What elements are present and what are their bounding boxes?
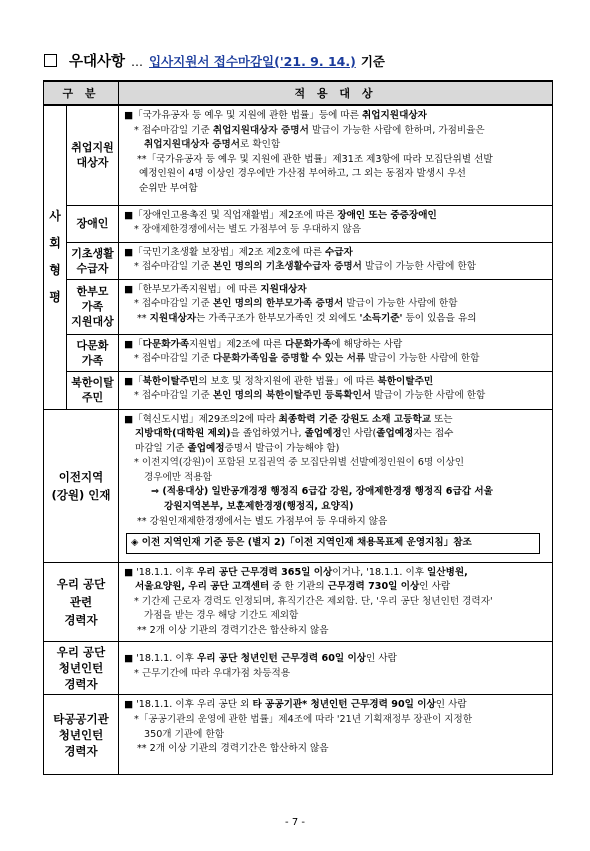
content-line: ■「국가유공자 등 예우 및 지원에 관한 법률」등에 따른 취업지원대상자	[124, 110, 427, 121]
table-row	[44, 409, 553, 562]
checkbox-square-icon	[44, 54, 57, 67]
content-line: * 접수마감일 기준 본인 명의의 한부모가족 증명서 발급이 가능한 사람에 한함	[134, 298, 458, 310]
row-content-other-intern	[119, 695, 553, 775]
content-line: * 근무기간에 따라 우대가점 차등적용	[134, 668, 291, 680]
row-label-defector: 북한이탈 주민	[67, 371, 119, 409]
table-header-row	[44, 81, 553, 105]
content-line: ■「북한이탈주민의 보호 및 정착지원에 관한 법률」에 따른 북한이탈주민	[124, 375, 434, 387]
row-content-disabled	[119, 205, 553, 242]
content-line: * 접수마감일 기준 본인 명의의 기초생활수급자 증명서 발급이 가능한 사람에 한함	[134, 261, 477, 273]
row-label-relocation: 이전지역 (강원) 인재	[44, 409, 119, 562]
row-content-intern	[119, 642, 553, 695]
table-row	[44, 105, 553, 205]
content-line: 지방대학(대학원 제외)을 졸업하였거나, 졸업예정인 사람(졸업예정자는 접수	[135, 428, 454, 440]
row-content-single-parent	[119, 279, 553, 334]
content-line: * 접수마감일 기준 취업지원대상자 증명서 발급이 가능한 사람에 한하며, 가점비율은	[134, 124, 485, 136]
relocation-note-box: ◈ 이전 지역인재 기준 등은 (별지 2)「이전 지역인재 채용목표제 운영지침」참조	[126, 533, 540, 554]
content-line: 350개 기관에 한함	[144, 728, 225, 740]
heading-tail: 기준	[360, 54, 385, 69]
header-target: 적 용 대 상	[119, 81, 553, 105]
table-row	[44, 695, 553, 775]
content-line: ■ '18.1.1. 이후 우리 공단 청년인턴 근무경력 60일 이상인 사람	[124, 653, 397, 665]
content-line: ■「다문화가족지원법」제2조에 따른 다문화가족에 해당하는 사람	[124, 338, 403, 350]
row-content-employment	[119, 105, 553, 205]
row-label-other-intern: 타공공기관 청년인턴 경력자	[44, 695, 119, 775]
table-row	[44, 334, 553, 371]
table-row	[44, 205, 553, 242]
row-content-career	[119, 562, 553, 642]
deadline-link[interactable]: 입사지원서 접수마감일('21. 9. 14.)	[149, 54, 356, 69]
content-line: ■ '18.1.1. 이후 우리 공단 근무경력 365일 이상이거나, '18.1.1. 이후 일산병원,	[124, 566, 468, 578]
content-line: 예정인원이 4명 이상인 경우에만 가산점 부여하고, 그 외는 동점자 발생시 우선	[139, 168, 466, 180]
table-row	[44, 642, 553, 695]
content-line: ** 강원인재제한경쟁에서는 별도 가점부여 등 우대하지 않음	[137, 515, 388, 527]
content-line: ■「국민기초생활 보장법」제2조 제2호에 따른 수급자	[124, 246, 353, 258]
row-content-basic-living	[119, 242, 553, 279]
content-line: 취업지원대상자 증명서로 확인함	[144, 139, 281, 151]
content-line: ** 지원대상자는 가족구조가 한부모가족인 것 외에도 '소득기준' 등이 있음을 유의	[137, 312, 477, 324]
row-label-disabled: 장애인	[67, 205, 119, 242]
content-line: ** 2개 이상 기관의 경력기간은 합산하지 않음	[137, 624, 329, 636]
row-label-multicultural: 다문화 가족	[67, 334, 119, 371]
section-heading	[44, 50, 544, 70]
content-line: 서울요양원, 우리 공단 고객센터 중 한 기관의 근무경력 730일 이상인 사람	[135, 581, 451, 593]
content-line: **「국가유공자 등 예우 및 지원에 관한 법률」제31조 제3항에 따라 모집단위별 선발	[137, 153, 493, 165]
table-row	[44, 279, 553, 334]
content-line: 강원지역본부, 보훈제한경쟁(행정직, 요양직)	[164, 501, 354, 513]
content-line: ■「혁신도시법」제29조의2에 따라 최종학력 기준 강원도 소재 고등학교 또는	[124, 413, 453, 425]
row-content-relocation	[119, 409, 553, 562]
content-line: 마감일 기준 졸업예정증명서 발급이 가능해야 함)	[135, 442, 340, 454]
content-line: * 이전지역(강원)이 포함된 모집권역 중 모집단위별 선발예정인원이 6명 이상인	[134, 457, 465, 469]
preference-table	[43, 80, 553, 775]
table-row	[44, 562, 553, 642]
content-line: * 기간제 근로자 경력도 인정되며, 휴직기간은 제외함. 단, '우리 공단 청년인턴 경력자'	[134, 595, 493, 607]
row-content-defector	[119, 371, 553, 409]
row-label-single-parent: 한부모 가족 지원대상	[67, 279, 119, 334]
content-line: ■「한부모가족지원법」에 따른 지원대상자	[124, 283, 307, 295]
content-line: ** 2개 이상 기관의 경력기간은 합산하지 않음	[137, 743, 329, 755]
content-line: 경우에만 적용함	[144, 471, 212, 483]
content-line: * 장애제한경쟁에서는 별도 가점부여 등 우대하지 않음	[134, 224, 361, 236]
content-line: ⇒ (적용대상) 일반공개경쟁 행정직 6급갑 강원, 장애제한경쟁 행정직 6급갑 서울	[151, 486, 493, 498]
page-number: - 7 -	[285, 817, 305, 828]
content-line: *「공공기관의 운영에 관한 법률」제4조에 따라 '21년 기획재정부 장관이 지정한	[134, 714, 473, 726]
row-label-intern: 우리 공단 청년인턴 경력자	[44, 642, 119, 695]
content-line: 순위만 부여함	[139, 182, 198, 194]
content-line: ■「장애인고용촉진 및 직업재활법」제2조에 따른 장애인 또는 중증장애인	[124, 209, 437, 221]
row-label-basic-living: 기초생활 수급자	[67, 242, 119, 279]
row-label-career: 우리 공단 관련 경력자	[44, 562, 119, 642]
content-line: * 접수마감일 기준 본인 명의의 북한이탈주민 등록확인서 발급이 가능한 사람에 한함	[134, 390, 486, 402]
content-line: ■ '18.1.1. 이후 우리 공단 외 타 공공기관* 청년인턴 근무경력 90일 이상인 사람	[124, 699, 467, 711]
section-title: 우대사항	[69, 54, 126, 70]
ellipsis: …	[131, 55, 144, 69]
row-content-multicultural	[119, 334, 553, 371]
content-line: 가점을 받는 경우 해당 기간도 제외함	[144, 610, 299, 622]
social-equity-group-label: 사 회 형 평	[44, 105, 67, 409]
content-line: * 접수마감일 기준 다문화가족임을 증명할 수 있는 서류 발급이 가능한 사람에 한함	[134, 353, 480, 365]
row-label-employment: 취업지원 대상자	[67, 105, 119, 205]
table-row	[44, 371, 553, 409]
table-row	[44, 242, 553, 279]
header-category: 구 분	[44, 81, 119, 105]
